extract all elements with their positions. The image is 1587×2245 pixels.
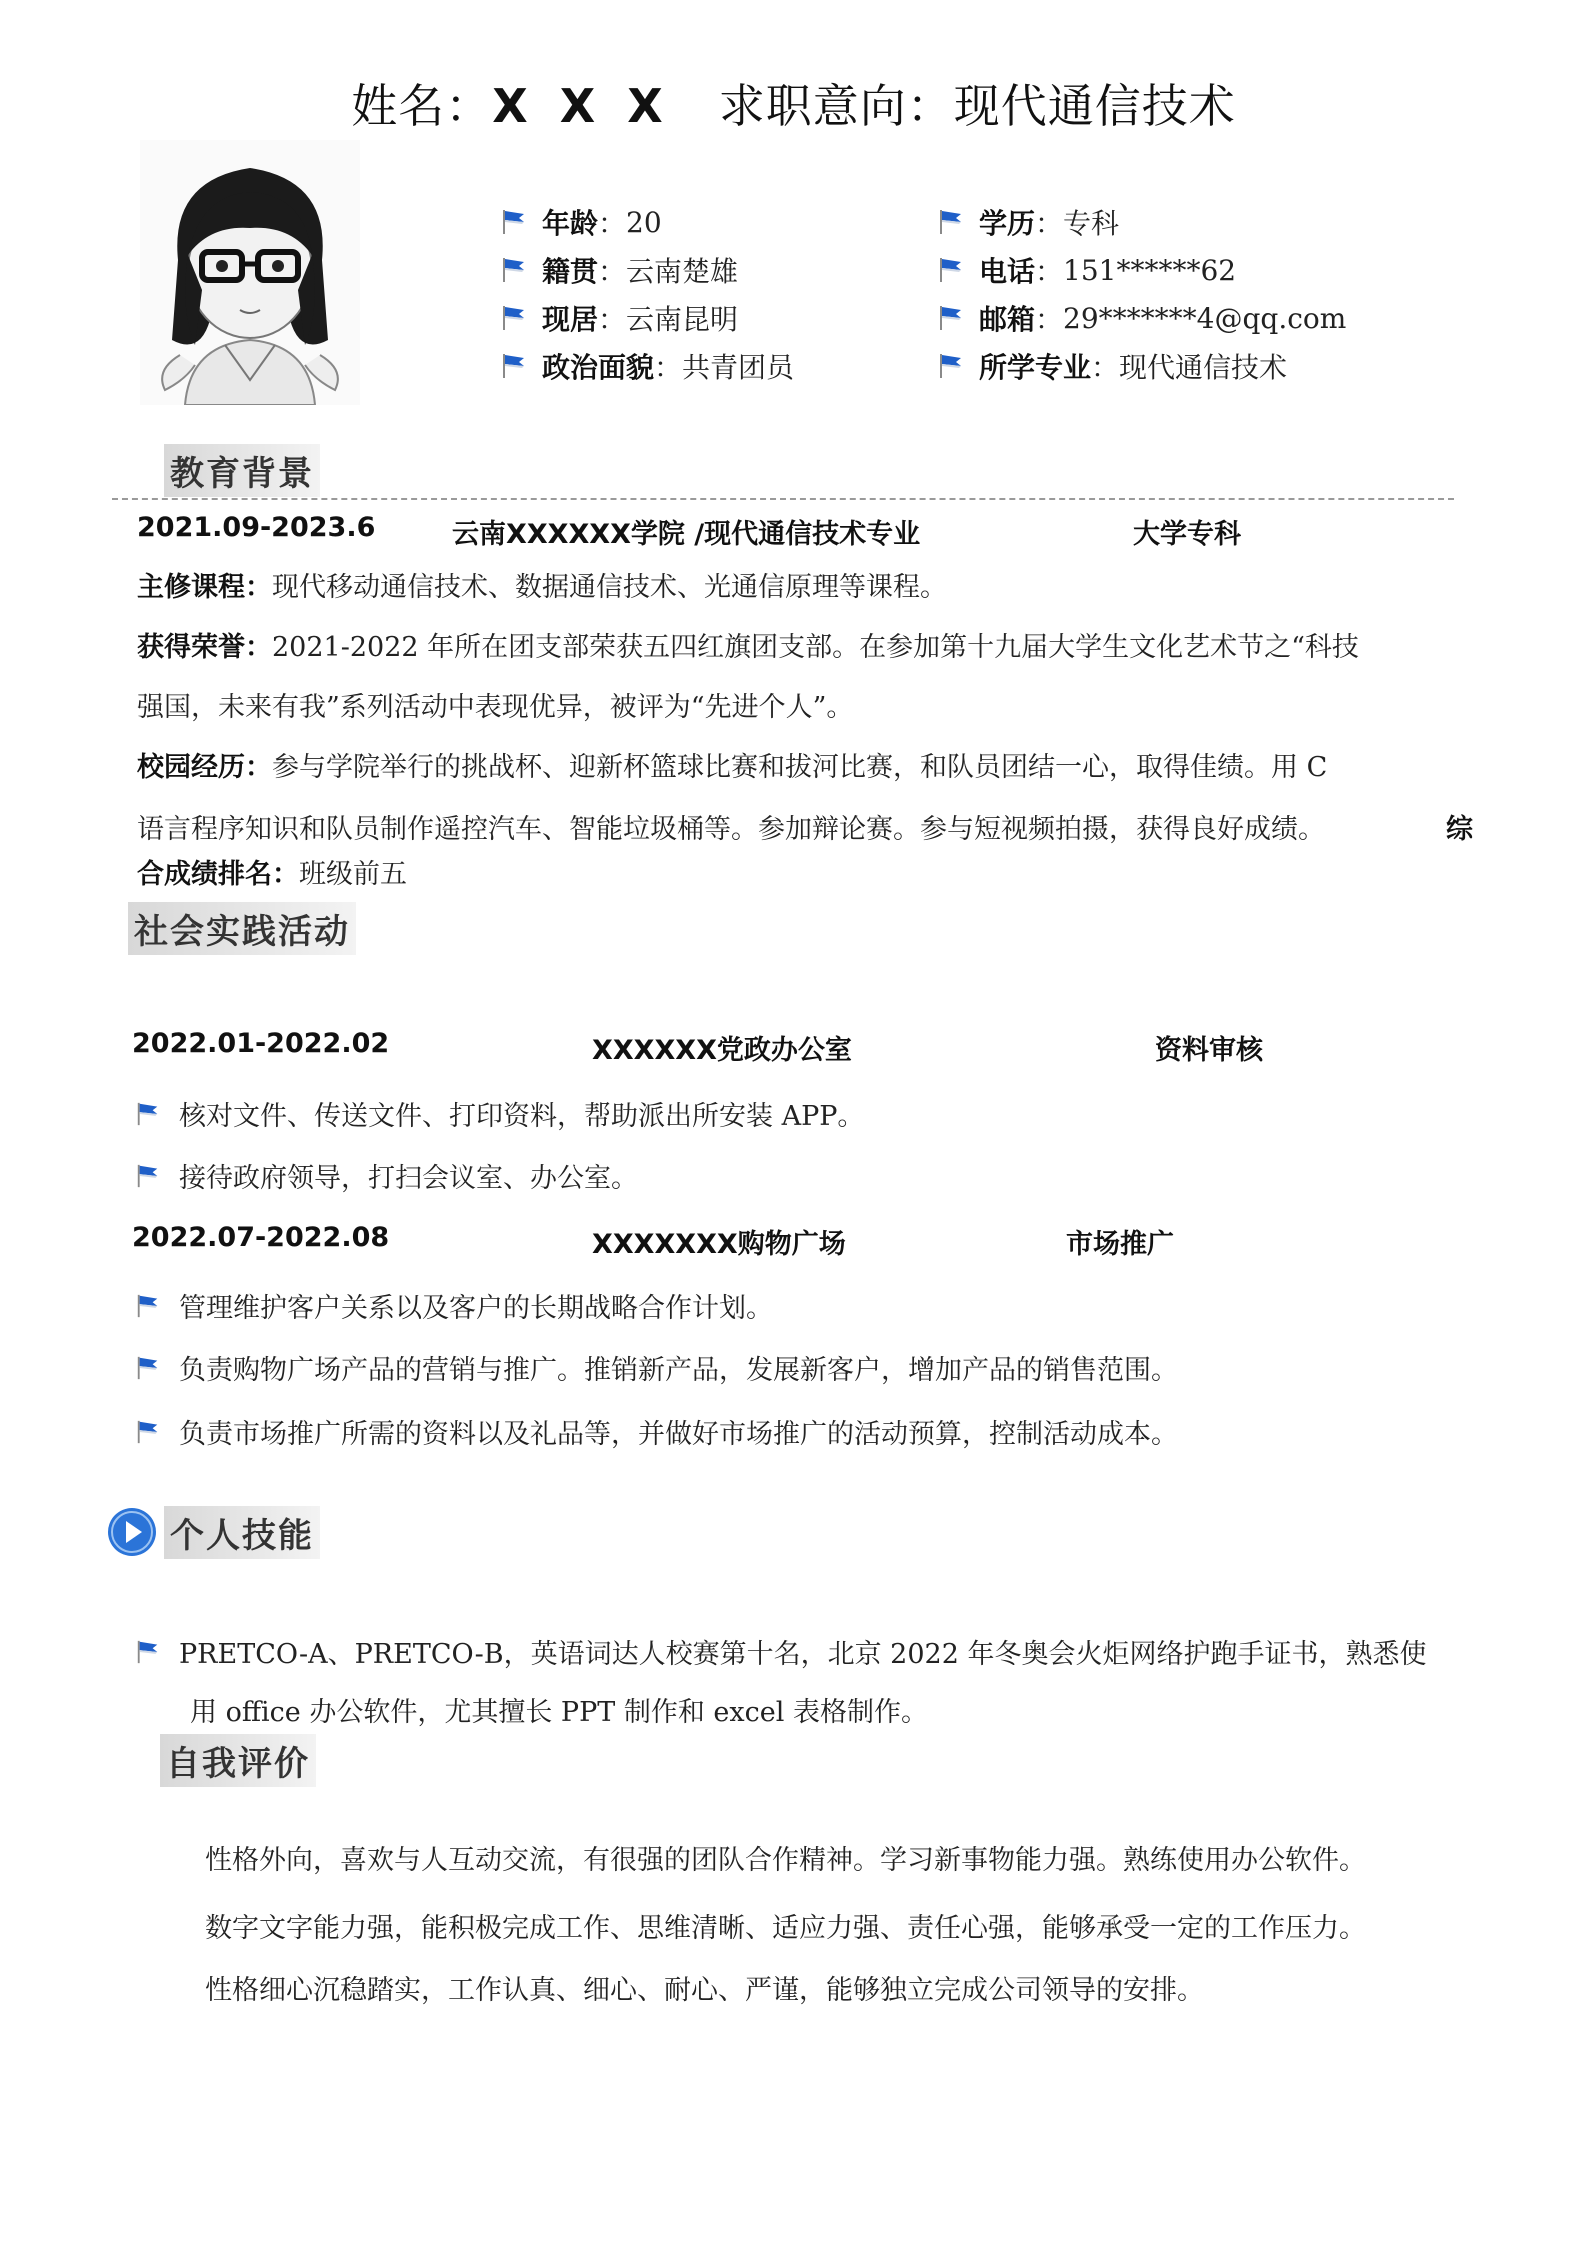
info-label: 邮箱 xyxy=(979,303,1036,336)
flag-icon xyxy=(937,352,965,380)
info-age xyxy=(500,198,794,246)
campus-line2: 语言程序知识和队员制作遥控汽车、智能垃圾桶等。参加辩论赛。参与短视频拍摄，获得良好成绩。 xyxy=(137,814,1325,845)
job2-item-text: 管理维护客户关系以及客户的长期战略合作计划。 xyxy=(179,1293,773,1324)
edu-courses xyxy=(137,558,1477,618)
self-eval-line: 数字文字能力强，能积极完成工作、思维清晰、适应力强、责任心强，能够承受一定的工作压力。 xyxy=(205,1913,1366,1944)
campus-label: 校园经历： xyxy=(137,752,272,783)
info-email xyxy=(937,294,1346,342)
self-eval-line: 性格外向，喜欢与人互动交流，有很强的团队合作精神。学习新事物能力强。熟练使用办公软件。 xyxy=(205,1845,1366,1876)
info-phone xyxy=(937,246,1346,294)
info-label: 政治面貌 xyxy=(542,351,655,384)
info-value: 云南楚雄 xyxy=(626,255,739,288)
edu-honors-cont: 强国，未来有我”系列活动中表现优异，被评为“先进个人”。 xyxy=(137,692,854,723)
rank-value: 班级前五 xyxy=(299,859,407,890)
flag-icon xyxy=(937,256,965,284)
job2-item xyxy=(135,1286,773,1325)
play-circle-icon xyxy=(106,1506,158,1558)
section-title-skills: 个人技能 xyxy=(164,1506,320,1559)
job1-item-text: 接待政府领导，打扫会议室、办公室。 xyxy=(179,1163,638,1194)
section-title-practice: 社会实践活动 xyxy=(128,902,356,955)
courses-label: 主修课程： xyxy=(137,572,272,603)
divider xyxy=(112,498,1454,500)
colon: ： xyxy=(1035,207,1064,240)
info-major xyxy=(937,342,1346,390)
info-hometown xyxy=(500,246,794,294)
info-label: 所学专业 xyxy=(979,351,1092,384)
flag-icon xyxy=(135,1639,161,1665)
flag-icon xyxy=(135,1163,161,1189)
name-value: X X X xyxy=(492,79,671,133)
campus-line1: 参与学院举行的挑战杯、迎新杯篮球比赛和拔河比赛，和队员团结一心，取得佳绩。用 C xyxy=(272,752,1328,783)
info-label: 籍贯 xyxy=(542,255,599,288)
info-value: 共青团员 xyxy=(682,351,795,384)
info-label: 现居 xyxy=(542,303,599,336)
info-value: 云南昆明 xyxy=(626,303,739,336)
colon: ： xyxy=(598,207,627,240)
resume-title xyxy=(0,70,1587,136)
colon: ： xyxy=(598,255,627,288)
colon: ： xyxy=(1035,303,1064,336)
job1-period: 2022.01-2022.02 xyxy=(132,1028,390,1059)
job2-org: XXXXXXX购物广场 xyxy=(592,1229,846,1260)
edu-campus xyxy=(137,738,1477,798)
info-label: 学历 xyxy=(979,207,1036,240)
rank-label-first-char: 综 xyxy=(1446,814,1473,845)
skill-line1: PRETCO-A、PRETCO-B，英语词达人校赛第十名，北京 2022 年冬奥会火炬网络护跑手证书，熟悉使 xyxy=(179,1639,1427,1670)
edu-degree: 大学专科 xyxy=(1133,519,1241,550)
job2-item xyxy=(135,1412,1178,1451)
flag-icon xyxy=(500,256,528,284)
flag-icon xyxy=(135,1101,161,1127)
flag-icon xyxy=(500,352,528,380)
rank-label-a xyxy=(1446,800,1486,860)
section-title-self-eval: 自我评价 xyxy=(160,1734,316,1787)
job2-item-text: 负责购物广场产品的营销与推广。推销新产品，发展新客户，增加产品的销售范围。 xyxy=(179,1355,1178,1386)
edu-school: 云南XXXXXX学院 /现代通信技术专业 xyxy=(452,519,921,550)
colon: ： xyxy=(598,303,627,336)
flag-icon xyxy=(500,304,528,332)
job2-item-text: 负责市场推广所需的资料以及礼品等，并做好市场推广的活动预算，控制活动成本。 xyxy=(179,1419,1178,1450)
job2-role: 市场推广 xyxy=(1066,1229,1174,1260)
self-eval-line: 性格细心沉稳踏实，工作认真、细心、耐心、严谨，能够独立完成公司领导的安排。 xyxy=(205,1975,1204,2006)
name-label: 姓名： xyxy=(351,79,493,133)
job1-item xyxy=(135,1094,864,1133)
intent-value: 现代通信技术 xyxy=(953,79,1236,133)
skill-line2: 用 office 办公软件，尤其擅长 PPT 制作和 excel 表格制作。 xyxy=(190,1697,928,1728)
section-title-education: 教育背景 xyxy=(164,444,320,497)
job1-item-text: 核对文件、传送文件、打印资料，帮助派出所安装 APP。 xyxy=(179,1101,865,1132)
info-left xyxy=(500,198,794,390)
flag-icon xyxy=(135,1419,161,1445)
info-right xyxy=(937,198,1346,390)
avatar xyxy=(140,140,360,405)
job1-org: XXXXXX党政办公室 xyxy=(592,1035,852,1066)
flag-icon xyxy=(135,1293,161,1319)
edu-campus-cont xyxy=(137,800,1537,860)
job2-item xyxy=(135,1348,1178,1387)
honors-label: 获得荣誉： xyxy=(137,632,272,663)
honors-line1: 2021-2022 年所在团支部荣获五四红旗团支部。在参加第十九届大学生文化艺术节之“科技 xyxy=(272,632,1359,663)
flag-icon xyxy=(500,208,528,236)
rank-label: 合成绩排名： xyxy=(137,859,299,890)
flag-icon xyxy=(937,208,965,236)
colon: ： xyxy=(1091,351,1120,384)
info-value: 20 xyxy=(626,205,662,239)
intent-label: 求职意向： xyxy=(718,79,954,133)
edu-period: 2021.09-2023.6 xyxy=(137,512,376,543)
info-value: 专科 xyxy=(1063,207,1120,240)
colon: ： xyxy=(654,351,683,384)
edu-rank xyxy=(137,852,407,891)
skill-item xyxy=(135,1632,1426,1671)
info-education xyxy=(937,198,1346,246)
colon: ： xyxy=(1035,255,1064,288)
job2-period: 2022.07-2022.08 xyxy=(132,1222,390,1253)
info-label: 年龄 xyxy=(542,207,599,240)
courses-text: 现代移动通信技术、数据通信技术、光通信原理等课程。 xyxy=(272,572,947,603)
info-residence xyxy=(500,294,794,342)
info-label: 电话 xyxy=(979,255,1036,288)
job1-role: 资料审核 xyxy=(1155,1035,1263,1066)
edu-honors xyxy=(137,618,1477,678)
info-value: 29*******4@qq.com xyxy=(1063,301,1347,335)
info-political xyxy=(500,342,794,390)
job1-item xyxy=(135,1156,638,1195)
flag-icon xyxy=(937,304,965,332)
info-value: 现代通信技术 xyxy=(1119,351,1288,384)
info-value: 151******62 xyxy=(1063,253,1237,287)
flag-icon xyxy=(135,1355,161,1381)
